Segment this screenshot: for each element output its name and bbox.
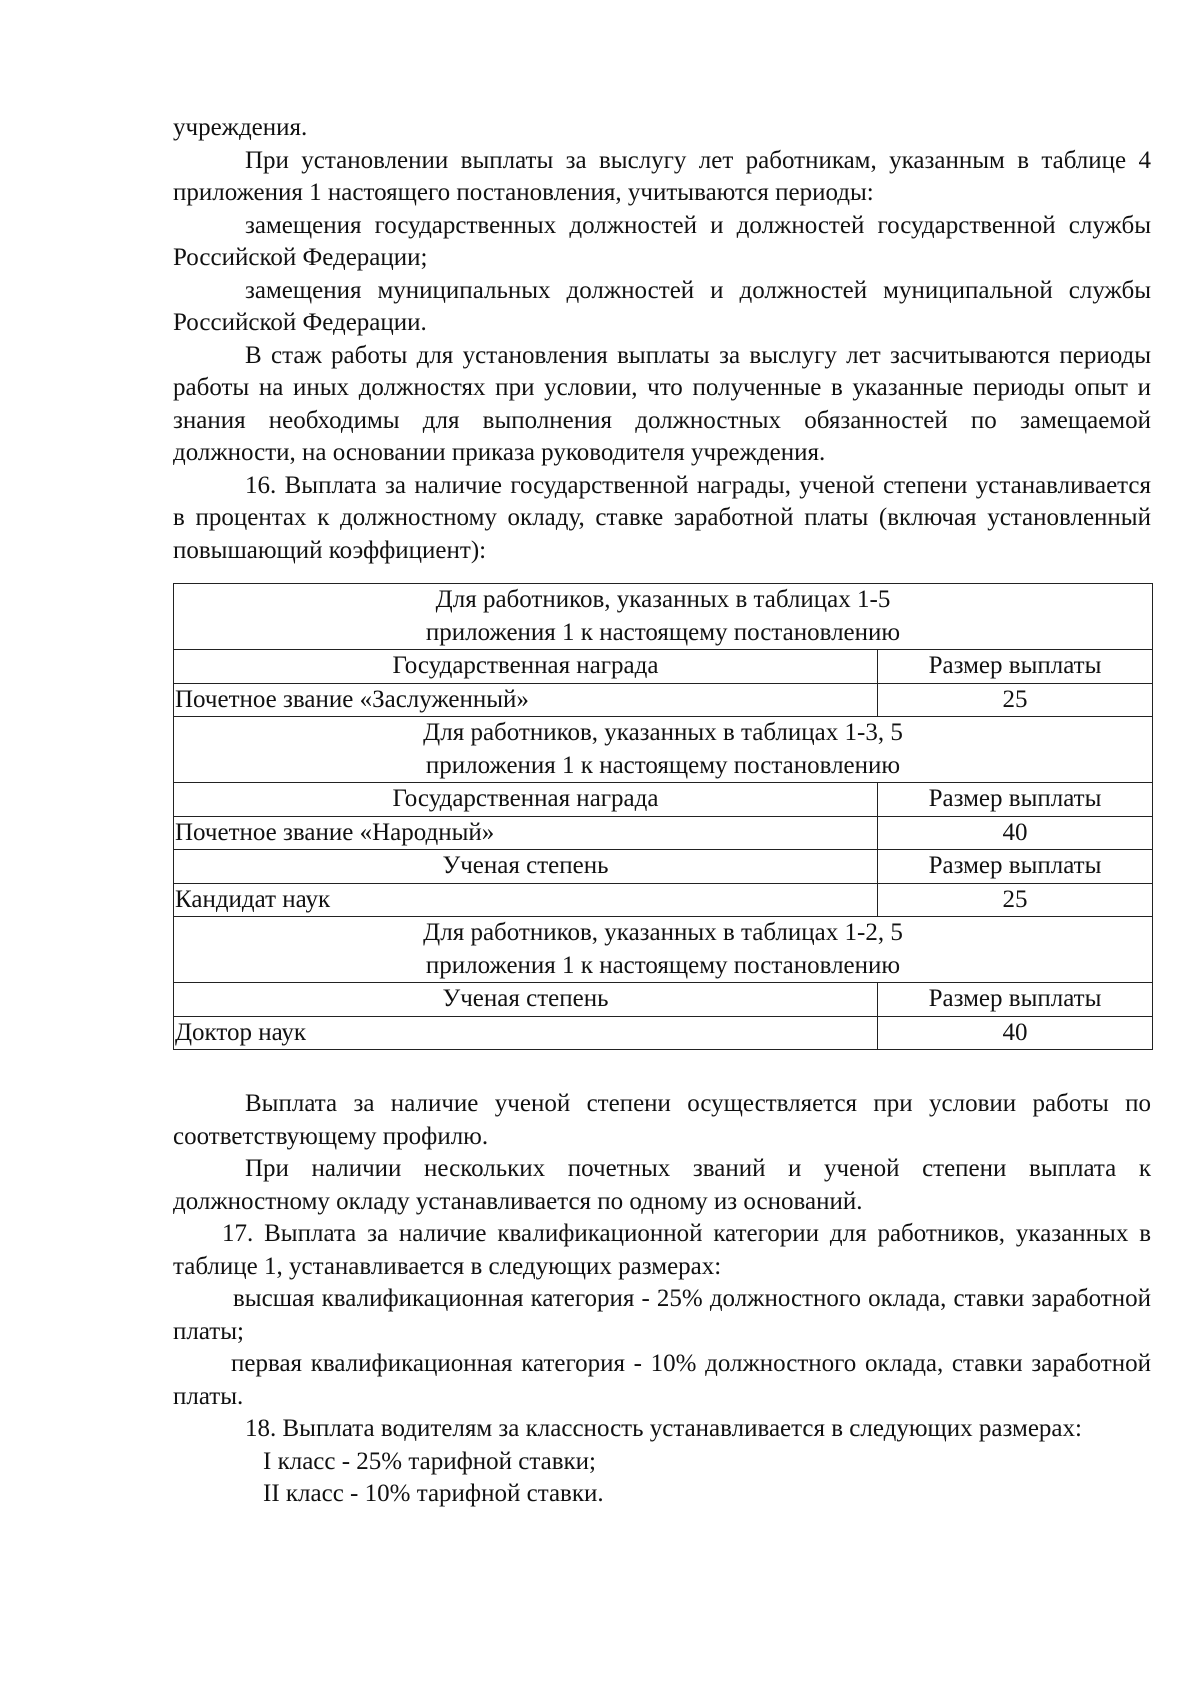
group-heading-line: Для работников, указанных в таблицах 1-3, 5 [423, 719, 903, 746]
table-section-header [174, 783, 1153, 817]
group-heading-line: Для работников, указанных в таблицах 1-5 [435, 586, 891, 613]
column-header: Ученая степень [174, 983, 878, 1017]
row-name: Кандидат наук [174, 883, 878, 917]
column-header: Размер выплаты [878, 650, 1153, 684]
table-row [174, 683, 1153, 717]
group-heading-line: Для работников, указанных в таблицах 1-2, 5 [423, 919, 903, 946]
awards-table [173, 583, 1153, 1050]
column-header: Размер выплаты [878, 850, 1153, 884]
table-section-header [174, 983, 1153, 1017]
table-row [174, 1016, 1153, 1050]
paragraph: учреждения. [173, 114, 308, 141]
row-value: 40 [878, 1016, 1153, 1050]
row-value: 25 [878, 883, 1153, 917]
column-header: Государственная награда [174, 650, 878, 684]
paragraph: Выплата за наличие ученой степени осуществляется при условии работы по соответствующему профилю. [173, 1090, 1151, 1150]
group-heading-line: приложения 1 к настоящему постановлению [425, 951, 901, 979]
paragraph: При установлении выплаты за выслугу лет работникам, указанным в таблице 4 приложения 1 настоящего постановления, учитываются периоды: [173, 146, 1151, 206]
paragraph: В стаж работы для установления выплаты за выслугу лет засчитываются периоды работы на иных должностях при условии, что полученные в указанные периоды опыт и знания необходимы для выполнения должностных обязанностей по замещаемой должности, на основании приказа руководителя учреждения. [173, 341, 1151, 466]
class-line: I класс - 25% тарифной ставки; [263, 1447, 596, 1475]
table-section-header [174, 650, 1153, 684]
class-line: II класс - 10% тарифной ставки. [263, 1480, 604, 1507]
paragraph: При наличии нескольких почетных званий и ученой степени выплата к должностному окладу устанавливается по одному из оснований. [173, 1155, 1151, 1215]
paragraph: замещения государственных должностей и должностей государственной службы Российской Федерации; [173, 211, 1151, 271]
paragraph: 18. Выплата водителям за классность устанавливается в следующих размерах: [245, 1415, 1082, 1442]
table-group-heading [174, 917, 1153, 983]
row-name: Почетное звание «Народный» [174, 816, 878, 850]
column-header: Государственная награда [174, 783, 878, 817]
row-value: 40 [878, 816, 1153, 850]
group-heading-line: приложения 1 к настоящему постановлению [425, 618, 901, 646]
document-page [173, 112, 1151, 1511]
column-header: Ученая степень [174, 850, 878, 884]
column-header: Размер выплаты [878, 983, 1153, 1017]
row-name: Доктор наук [174, 1016, 878, 1050]
group-heading-line: приложения 1 к настоящему постановлению [425, 751, 901, 779]
paragraph: 16. Выплата за наличие государственной награды, ученой степени устанавливается в процентах к должностному окладу, ставке заработной платы (включая установленный повышающий коэффициент): [173, 471, 1151, 564]
paragraph: 17. Выплата за наличие квалификационной категории для работников, указанных в таблице 1, устанавливается в следующих размерах: [173, 1220, 1151, 1280]
table-row [174, 883, 1153, 917]
paragraph: высшая квалификационная категория - 25% должностного оклада, ставки заработной платы; [173, 1285, 1151, 1345]
row-name: Почетное звание «Заслуженный» [174, 683, 878, 717]
table-section-header [174, 850, 1153, 884]
paragraph: замещения муниципальных должностей и должностей муниципальной службы Российской Федерации. [173, 276, 1151, 336]
table-row [174, 816, 1153, 850]
table-group-heading [174, 584, 1153, 650]
row-value: 25 [878, 683, 1153, 717]
table-group-heading [174, 717, 1153, 783]
paragraph: первая квалификационная категория - 10% должностного оклада, ставки заработной платы. [173, 1350, 1151, 1410]
column-header: Размер выплаты [878, 783, 1153, 817]
